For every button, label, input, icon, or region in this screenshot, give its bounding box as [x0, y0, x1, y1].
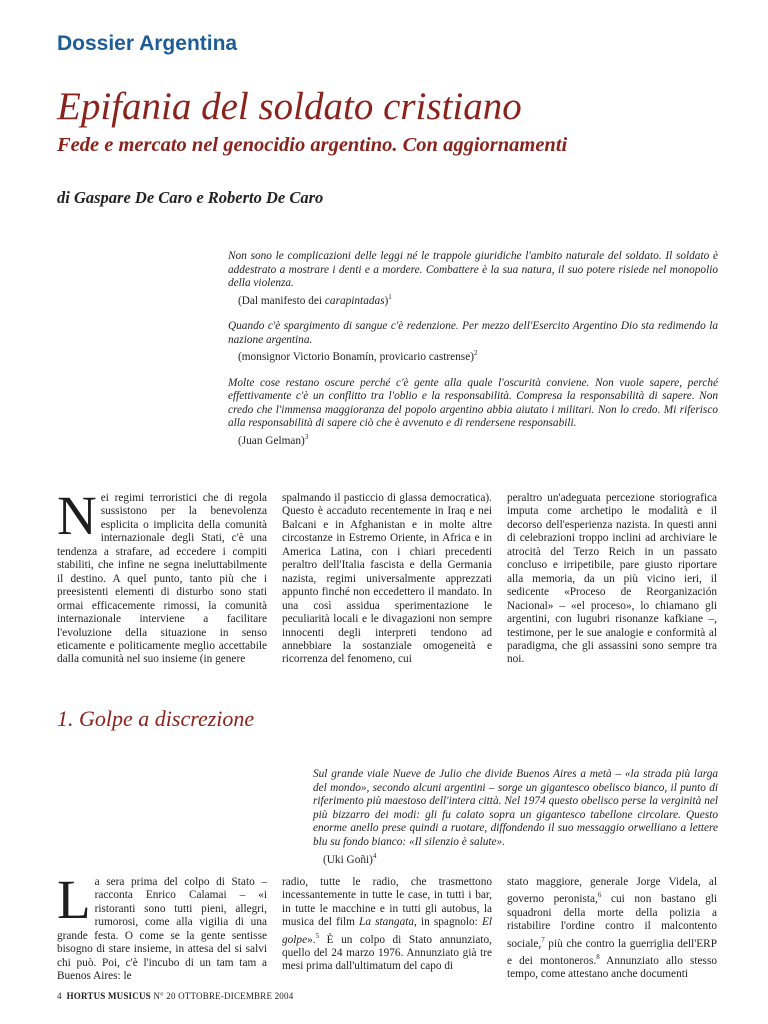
epigraph-attribution: (Dal manifesto dei carapintadas)$^1$ — [238, 292, 392, 307]
article-title: Epifania del soldato cristiano — [57, 85, 522, 128]
section-column-2: radio, tutte le radio, che trasmettono incessantemente in tutte le case, in tutti i bar, in tutte le macchine e in tutti gli autobus, la musica del film La stangata, in spagnolo: El golpe».$^5$ È un colpo di Stato annunziato, quello del 24 marzo 1976. Annunziato già tre mesi prima dall'ultimatum del capo di — [282, 876, 493, 973]
section-epigraph — [313, 768, 718, 879]
section-column-1: La sera prima del colpo di Stato – racconta Enrico Calamai – «i ristoranti sono tutti pieni, allegri, rumorosi, come alla vigilia di una grande festa. O come se la gente sentisse bisogno di stare insieme, in attesa del si salvi chi può. Poi, c'è l'incubo di un tam tam a Buenos Aires: le — [57, 869, 267, 983]
footnote-ref: 4 — [372, 851, 377, 860]
page-footer — [57, 991, 293, 1001]
journal-name: HORTUS MUSICUS — [66, 991, 151, 1001]
epigraph-attribution: (monsignor Victorio Bonamín, provicario castrense)$^2$ — [238, 349, 478, 364]
section-heading: 1. Golpe a discrezione — [57, 706, 255, 731]
epigraph-attribution: (Juan Gelman)$^3$ — [238, 433, 309, 447]
section-label: Dossier Argentina — [57, 32, 238, 55]
byline: di Gaspare De Caro e Roberto De Caro — [57, 188, 324, 207]
section-columns — [57, 869, 718, 984]
drop-cap: L — [57, 869, 91, 930]
article-subtitle: Fede e mercato nel genocidio argentino. Con aggiornamenti — [57, 134, 568, 156]
epigraph-text: Sul grande viale Nueve de Julio che divide Buenos Aires a metà – «la strada più larga del mondo», secondo alcuni argentini – sorge un gigantesco obelisco bianco, il punto di riferimento più maestoso dell'intera città. Nel 1974 questo obelisco perse la verginità nel più bizzarro dei modi: gli fu calato sopra un gigantesco tabellone circolare. Questo enorme anello prese quindi a ruotare, diffondendo il suo messaggio orwelliano a lettere blu su fondo bianco: «Il silenzio è salute». — [313, 768, 718, 848]
epigraph-text: Non sono le complicazioni delle leggi né le trappole giuridiche l'ambito naturale del soldato. Il soldato è addestrato a mostrare i denti e a mordere. Combattere è la sua natura, il suo potere risiede nel monopolio della violenza. — [228, 250, 718, 290]
epigraph-text: Quando c'è spargimento di sangue c'è redenzione. Per mezzo dell'Esercito Argentino Dio sta redimendo la nazione argentina. — [228, 320, 718, 346]
footnote-ref: 8 — [596, 952, 600, 961]
epigraph-text: Molte cose restano oscure perché c'è gente alla quale l'oscurità conviene. Non vuole sapere, perché effettivamente c'è un conflitto tra l'oblio e la responsabilità. Compresa la responsabilità di sapere. Non credo che l'immensa maggioranza del popolo argentino abbia aiutato i militari. Non lo credo. Mi riferisco alla responsabilità di sapere ciò che è avvenuto e di rendersene responsabili. — [228, 376, 718, 430]
epigraph-attribution: (Uki Goñi)$^4$ — [323, 851, 377, 866]
footnote-ref: 7 — [541, 935, 545, 944]
footnote-ref: 2 — [473, 349, 478, 358]
epigraph-1 — [228, 250, 718, 308]
intro-columns — [57, 485, 717, 667]
epigraph-4 — [313, 768, 718, 867]
drop-cap: N — [57, 485, 97, 546]
intro-column-2: spalmando il pasticcio di glassa democratica). Questo è accaduto recentemente in Iraq e nei Balcani e in Afghanistan e in molte altre circostanze in Estremo Oriente, in Africa e in America Latina, con i chiari precedenti peraltro dell'Italia fascista e della Germania nazista, regimi universalmente apprezzati appunto finché non eccedettero il mandato. In una così assidua sperimentazione le peculiarità locali e le divagazioni non sempre innocenti degli interpreti tendono ad annebbiare la sostanziale omogeneità e ricorrenza del fenomeno, cui — [282, 492, 492, 666]
footnote-ref: 5 — [315, 931, 320, 940]
page-number: 4 — [57, 991, 62, 1001]
intro-column-3: peraltro un'adeguata percezione storiografica imputa come archetipo le modalità e il decorso dell'esperienza nazista. In questi anni di celebrazioni troppo inclini ad archiviare le atrocità del Terzo Reich in un passato concluso e irripetibile, pare giusto riportare alla memoria, da un più vicino ieri, il sedicente «Proceso de Reorganización Nacional» – «el proceso», lo chiamano gli argentini, con lugubri risonanze kafkiane –, testimone, per le sue analogie e conformità al paradigma, che gli assassini sono sempre tra noi. — [507, 492, 717, 666]
epigraph-3 — [228, 377, 718, 449]
epigraph-2 — [228, 320, 718, 365]
issue-info: N° 20 OTTOBRE-DICEMBRE 2004 — [153, 991, 294, 1001]
footnote-ref: 1 — [388, 292, 392, 301]
epigraph-block — [228, 250, 718, 460]
footnote-ref: 6 — [597, 891, 602, 900]
footnote-ref: 3 — [304, 433, 309, 442]
section-column-3: stato maggiore, generale Jorge Videla, al governo peronista,$^6$ cui non bastano gli squadroni della morte della polizia a ristabilire l'ordine contro il malcontento sociale,$^7$ più che contro la guerriglia dell'ERP e dei montoneros.$^8$ Annunziato allo stesso tempo, come attestano anche documenti — [507, 876, 718, 981]
intro-column-1: Nei regimi terroristici che di regola sussistono per la benevolenza esplicita o implicita della comunità internazionale degli Stati, c'è una tendenza a strafare, ad eccedere i compiti stabiliti, che infine ne segna ineluttabilmente il destino. A quel punto, tanto più che i preesistenti elementi di disturbo sono stati ormai efficacemente rimossi, la comunità internazionale interviene a facilitare l'evoluzione della situazione in senso eticamente e politicamente meglio accettabile dalla comunità nel suo insieme (in genere — [57, 485, 267, 666]
